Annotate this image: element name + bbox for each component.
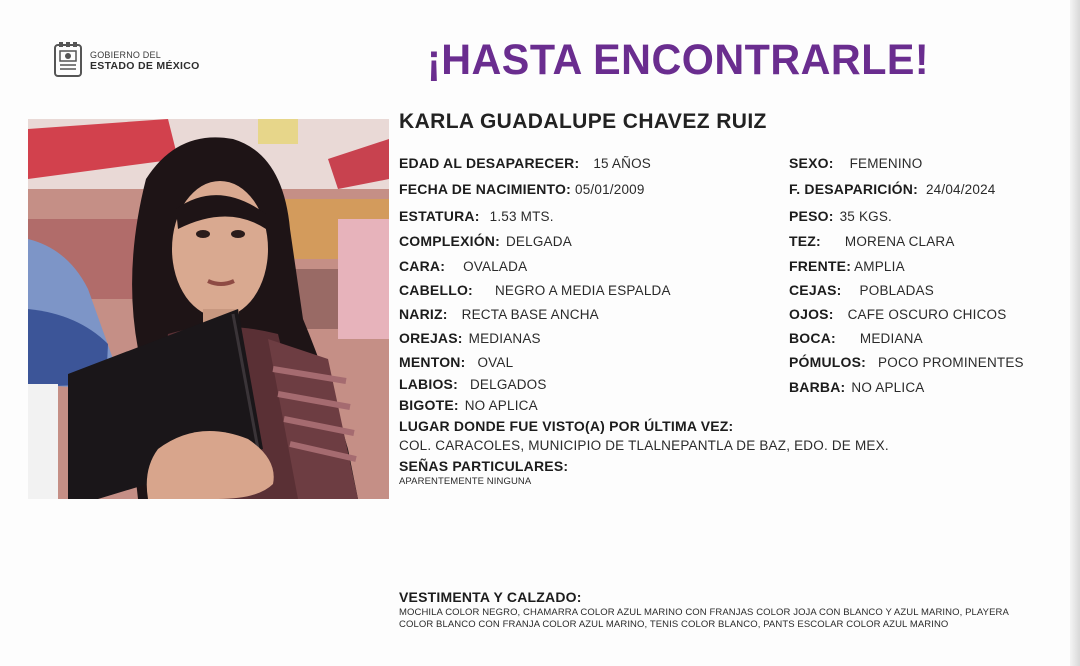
field-label: BARBA: (789, 379, 846, 395)
missing-person-name: KARLA GUADALUPE CHAVEZ RUIZ (399, 110, 767, 133)
field-value: MEDIANA (859, 331, 923, 346)
field-label: COMPLEXIÓN: (399, 233, 500, 249)
field-value: NO APLICA (851, 380, 925, 395)
field-value: 35 KGS. (839, 209, 893, 224)
page-edge (1070, 0, 1080, 666)
field-ears (399, 330, 541, 346)
field-label: FRENTE: (789, 258, 852, 274)
field-label: TEZ: (789, 233, 821, 249)
last-seen-place: COL. CARACOLES, MUNICIPIO DE TLALNEPANTLA DE BAZ, EDO. DE MEX. (399, 438, 889, 453)
field-value: 24/04/2024 (925, 182, 996, 197)
field-value: MORENA CLARA (844, 234, 955, 249)
field-value: DELGADA (505, 234, 572, 249)
field-age (399, 155, 651, 171)
field-label: ESTATURA: (399, 208, 480, 224)
field-beard (789, 379, 925, 395)
marks-title: SEÑAS PARTICULARES: (399, 458, 569, 474)
field-value: OVALADA (463, 259, 528, 274)
government-logo (52, 42, 200, 80)
field-label: LABIOS: (399, 376, 458, 392)
field-value: AMPLIA (854, 259, 905, 274)
clothing-text: MOCHILA COLOR NEGRO, CHAMARRA COLOR AZUL MARINO CON FRANJAS COLOR JOJA CON BLANCO Y AZUL MARINO, PLAYERA COLOR BLANCO CON FRANJA COLOR AZUL MARINO, TENIS COLOR BLANCO, PANTS ESCOLAR COLOR AZUL MARINO (399, 607, 1009, 630)
field-height (399, 208, 554, 224)
field-mouth (789, 330, 923, 346)
clothing-title: VESTIMENTA Y CALZADO: (399, 589, 582, 605)
field-value: 1.53 MTS. (489, 209, 554, 224)
field-weight (789, 208, 892, 224)
logo-line-1: GOBIERNO DEL (90, 50, 161, 60)
field-cheekbones (789, 354, 1024, 370)
field-complexion (789, 233, 955, 249)
field-label: BOCA: (789, 330, 836, 346)
field-label: OJOS: (789, 306, 834, 322)
state-coat-of-arms-icon (52, 42, 84, 80)
field-label: SEXO: (789, 155, 834, 171)
logo-line-2: ESTADO DE MÉXICO (90, 60, 200, 72)
field-value: NO APLICA (464, 398, 538, 413)
field-eyebrows (789, 282, 934, 298)
field-value: CAFE OSCURO CHICOS (847, 307, 1007, 322)
field-value: MEDIANAS (468, 331, 541, 346)
field-label: CEJAS: (789, 282, 842, 298)
field-build (399, 233, 572, 249)
field-birth-date (399, 181, 645, 197)
field-forehead (789, 258, 905, 274)
field-value: 15 AÑOS (593, 156, 651, 171)
field-mustache (399, 397, 538, 413)
field-value: FEMENINO (849, 156, 923, 171)
field-label: BIGOTE: (399, 397, 459, 413)
field-label: F. DESAPARICIÓN: (789, 181, 918, 197)
field-value: POBLADAS (859, 283, 934, 298)
field-sex (789, 155, 922, 171)
field-value: 05/01/2009 (575, 182, 645, 197)
field-lips (399, 376, 547, 392)
field-value: NEGRO A MEDIA ESPALDA (494, 283, 671, 298)
field-disappearance-date (789, 181, 996, 197)
field-chin (399, 354, 513, 370)
field-label: CARA: (399, 258, 446, 274)
field-label: MENTON: (399, 354, 466, 370)
field-label: CABELLO: (399, 282, 473, 298)
field-label: FECHA DE NACIMIENTO: (399, 181, 571, 197)
field-nose (399, 306, 599, 322)
field-value: OVAL (477, 355, 514, 370)
field-label: PÓMULOS: (789, 354, 867, 370)
marks-text: APARENTEMENTE NINGUNA (399, 476, 532, 487)
field-label: PESO: (789, 208, 834, 224)
field-label: OREJAS: (399, 330, 463, 346)
missing-person-photo (28, 119, 389, 499)
last-seen-title: LUGAR DONDE FUE VISTO(A) POR ÚLTIMA VEZ: (399, 418, 734, 434)
field-value: RECTA BASE ANCHA (461, 307, 599, 322)
poster-headline: ¡HASTA ENCONTRARLE! (427, 36, 930, 84)
field-label: NARIZ: (399, 306, 448, 322)
field-value: DELGADOS (469, 377, 547, 392)
field-face (399, 258, 527, 274)
field-eyes (789, 306, 1006, 322)
field-value: POCO PROMINENTES (878, 355, 1024, 370)
field-label: EDAD AL DESAPARECER: (399, 155, 580, 171)
field-hair (399, 282, 671, 298)
